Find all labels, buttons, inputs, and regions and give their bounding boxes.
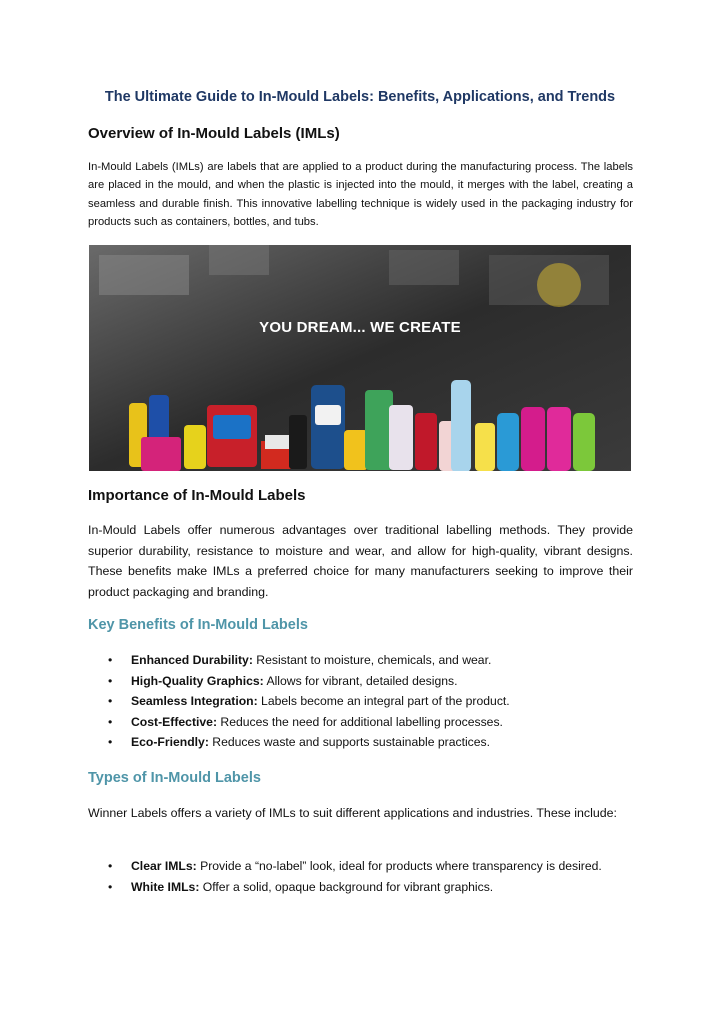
benefit-text: Labels become an integral part of the product. xyxy=(257,694,510,708)
banner-slogan: YOU DREAM... WE CREATE xyxy=(259,319,461,336)
benefit-text: Resistant to moisture, chemicals, and wear. xyxy=(252,653,492,667)
product-banner-graphic xyxy=(89,245,631,471)
benefit-term: High-Quality Graphics: xyxy=(131,673,264,688)
benefit-text: Reduces waste and supports sustainable practices. xyxy=(208,735,491,749)
overview-paragraph: In-Mould Labels (IMLs) are labels that are applied to a product during the manufacturing process. The labels are placed in the mould, and when the plastic is injected into the mould, it merges with the label, creating a seamless and durable finish. This innovative labelling technique is widely used in the packaging industry for products such as containers, bottles, and tubs. xyxy=(88,161,633,228)
importance-heading: Importance of In-Mould Labels xyxy=(88,487,306,504)
list-item xyxy=(88,671,633,692)
bullet-icon: • xyxy=(108,879,113,894)
bullet-icon: • xyxy=(108,694,113,708)
types-list xyxy=(88,856,633,897)
types-heading: Types of In-Mould Labels xyxy=(88,770,261,786)
list-item xyxy=(88,691,633,712)
list-item xyxy=(88,856,633,877)
type-term: Clear IMLs: xyxy=(131,859,197,873)
list-item xyxy=(88,732,633,753)
product-banner-image xyxy=(89,245,631,471)
list-item xyxy=(88,877,633,898)
benefit-term: Seamless Integration: xyxy=(131,694,258,708)
bullet-icon: • xyxy=(108,653,113,667)
types-paragraph: Winner Labels offers a variety of IMLs to suit different applications and industries. These include: xyxy=(88,806,617,820)
benefits-heading: Key Benefits of In-Mould Labels xyxy=(88,617,308,633)
benefits-list xyxy=(88,650,633,753)
document-title: The Ultimate Guide to In-Mould Labels: Benefits, Applications, and Trends xyxy=(104,89,616,105)
bullet-icon: • xyxy=(108,714,113,729)
type-text: Offer a solid, opaque background for vibrant graphics. xyxy=(199,879,494,894)
bullet-icon: • xyxy=(108,735,113,749)
benefit-term: Eco-Friendly: xyxy=(131,735,209,749)
benefit-term: Enhanced Durability: xyxy=(131,653,253,667)
list-item xyxy=(88,650,633,671)
benefit-text: Allows for vibrant, detailed designs. xyxy=(263,673,458,688)
benefit-text: Reduces the need for additional labelling processes. xyxy=(217,714,503,729)
benefit-term: Cost-Effective: xyxy=(131,714,218,729)
bullet-icon: • xyxy=(108,673,113,688)
type-term: White IMLs: xyxy=(131,879,200,894)
overview-heading: Overview of In-Mould Labels (IMLs) xyxy=(88,125,340,142)
list-item xyxy=(88,712,633,733)
importance-paragraph: In-Mould Labels offer numerous advantages over traditional labelling methods. They provide superior durability, resistance to moisture and wear, and allow for high-quality, vibrant designs. These benefits make IMLs a preferred choice for many manufacturers seeking to improve their product packaging and branding. xyxy=(88,523,633,599)
type-text: Provide a “no-label” look, ideal for products where transparency is desired. xyxy=(196,859,602,873)
bullet-icon: • xyxy=(108,859,113,873)
